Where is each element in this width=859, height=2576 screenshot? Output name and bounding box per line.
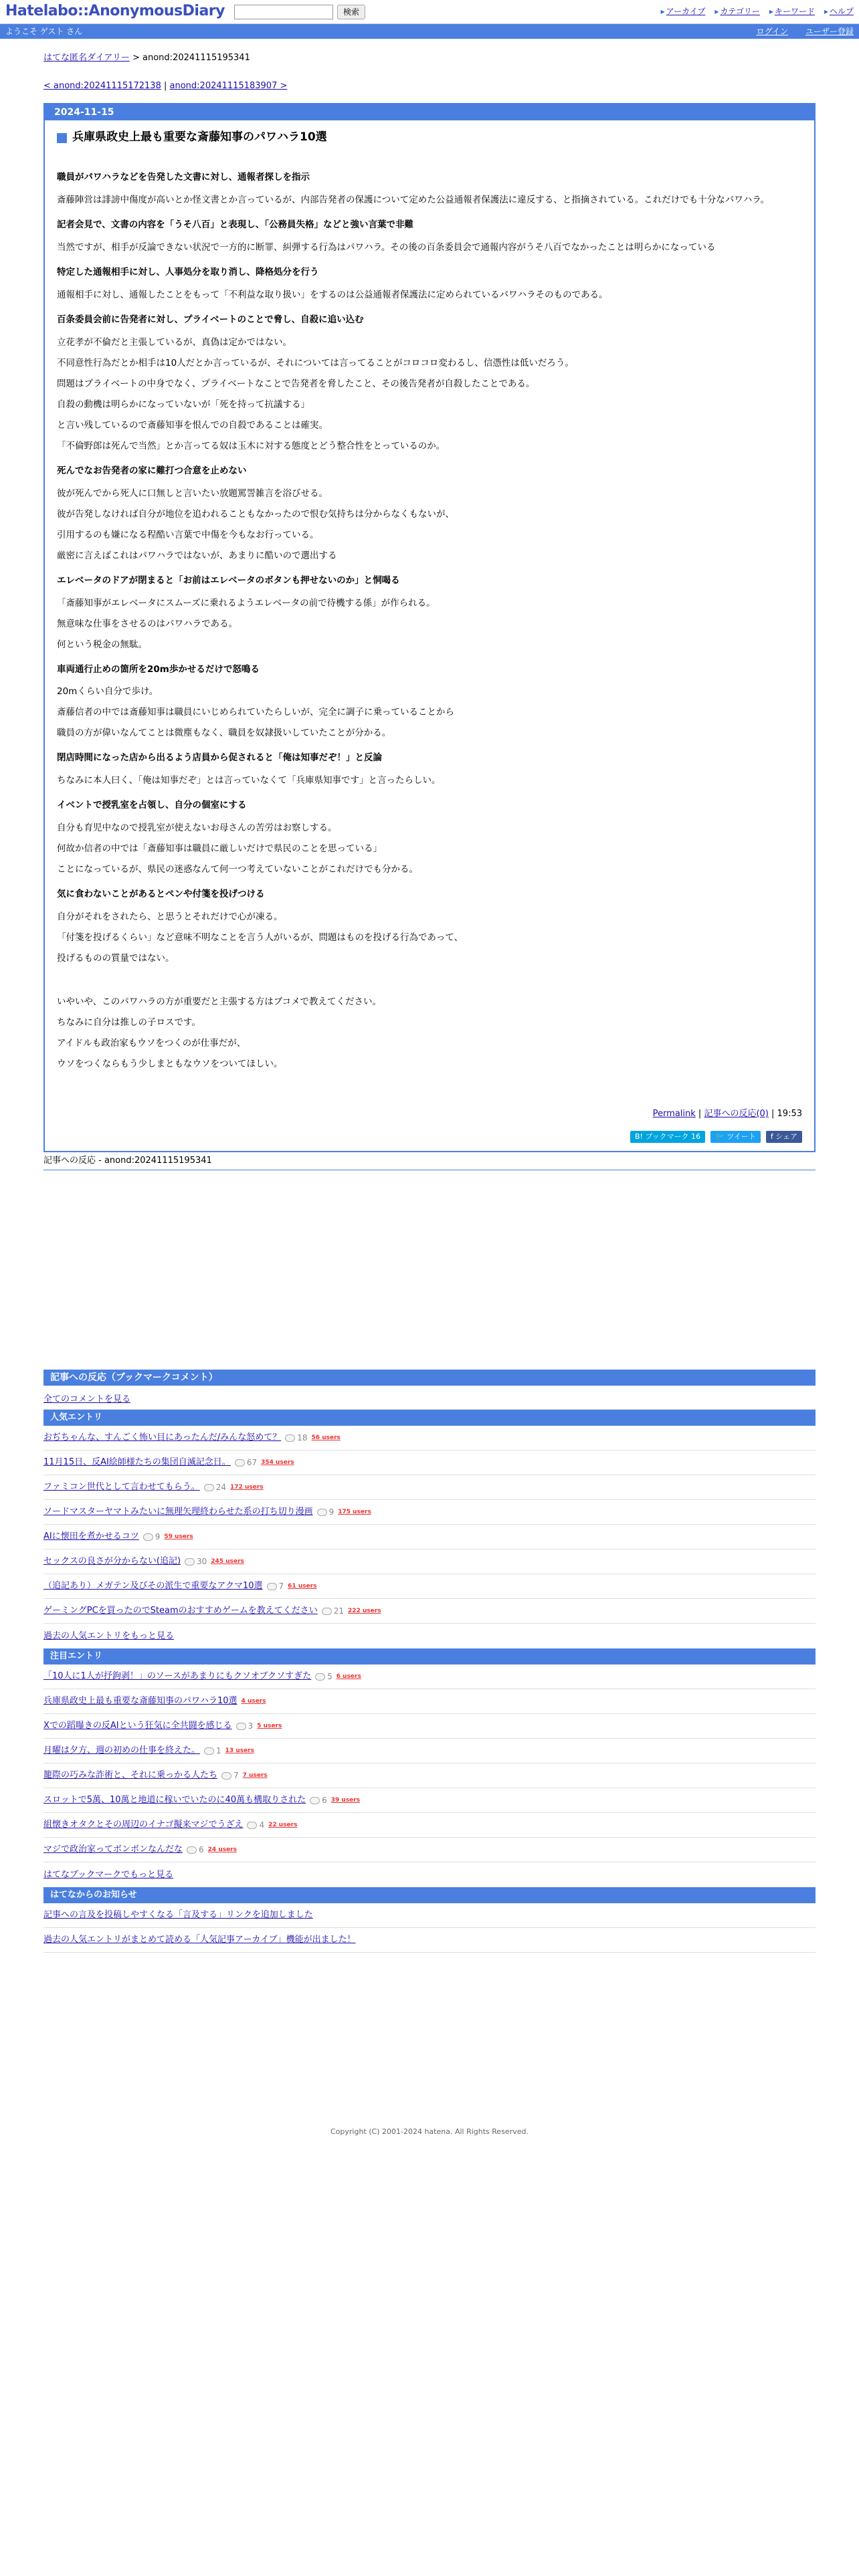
bookmark-users-badge[interactable]: 245 users <box>211 1558 244 1566</box>
comment-count[interactable] <box>317 1507 335 1518</box>
nav-archive[interactable]: ▸ アーカイブ <box>661 6 706 17</box>
welcome-text: ようこそ ゲスト さん <box>5 26 83 36</box>
title-square-icon <box>57 133 67 143</box>
entry-row <box>43 1788 816 1813</box>
bookmark-users-badge[interactable]: 222 users <box>348 1608 381 1615</box>
news-link[interactable]: 過去の人気エントリがまとめて読める「人気記事アーカイブ」機能が出ました！ <box>43 1935 356 1945</box>
entry-row <box>43 1525 816 1549</box>
comment-count[interactable] <box>185 1556 207 1568</box>
entry-subheading: イベントで授乳室を占領し、自分の個室にする <box>57 800 247 811</box>
hatena-bookmark-button[interactable]: B! ブックマーク 16 <box>630 1131 705 1143</box>
search-button[interactable]: 検索 <box>337 5 365 19</box>
bookmark-users-badge[interactable]: 354 users <box>261 1459 294 1467</box>
entry-paragraph: 自殺の動機は明らかになっていないが「死を持って抗議する」 <box>57 399 310 410</box>
entry <box>43 103 816 1152</box>
comment-bubble-icon <box>235 1459 245 1467</box>
entry-row <box>43 1500 816 1525</box>
entry-paragraph: 「斎藤知事がエレベータにスムーズに乗れるようエレベータの前で待機する係」が作られる。 <box>57 597 436 609</box>
entry-link[interactable]: 兵庫県政史上最も重要な斎藤知事のパワハラ10選 <box>43 1696 237 1707</box>
bookmark-users-badge[interactable]: 175 users <box>338 1509 371 1516</box>
entry-row <box>43 1451 816 1475</box>
entry-subheading: 閉店時間になった店から出るよう店員から促されると「俺は知事だぞ！」と反論 <box>57 752 382 764</box>
top-bar <box>0 0 859 24</box>
entry-paragraph: 何故か信者の中では「斎藤知事は職員に厳しいだけで県民のことを思っている」 <box>57 843 382 855</box>
comment-count-value: 6 <box>322 1796 327 1806</box>
comment-count-value: 5 <box>327 1672 332 1682</box>
entry-row <box>43 1689 816 1714</box>
entry-subheading: 特定した通報相手に対し、人事処分を取り消し、降格処分を行う <box>57 266 319 278</box>
bookmark-users-badge[interactable]: 59 users <box>164 1533 193 1541</box>
entry-paragraph: と言い残しているので斎藤知事を恨んでの自殺であることは確実。 <box>57 419 328 431</box>
entry-link[interactable]: マジで政治家ってボンボンなんだな <box>43 1844 183 1855</box>
comment-bubble-icon <box>285 1434 295 1442</box>
comment-bubble-icon <box>185 1558 195 1566</box>
site-logo[interactable]: Hatelabo::AnonymousDiary <box>5 3 225 20</box>
comment-count[interactable] <box>310 1795 327 1806</box>
entry-paragraph: 斎藤陣営は誹謗中傷度が高いとか怪文書とか言っているが、内部告発者の保護について定めた公益通報者保護法に違反する、と指摘されている。これだけでも十分なパワハラ。 <box>57 195 770 206</box>
comment-bubble-icon <box>187 1846 197 1854</box>
entry-text <box>57 171 802 1071</box>
comment-count[interactable] <box>143 1531 161 1543</box>
entry-link[interactable]: Xでの蹈曝きの反AIという狂気に全共闘を感じる <box>43 1721 232 1731</box>
news-row <box>43 1903 816 1928</box>
notable-more-link[interactable]: はてなブックマークでもっと見る <box>43 1869 174 1880</box>
entry-paragraph: 立花孝が不倫だと主張しているが、真偽は定かではない。 <box>57 336 292 348</box>
bookmark-users-badge[interactable]: 6 users <box>336 1673 361 1681</box>
entry-row <box>43 1426 816 1451</box>
comment-count[interactable] <box>187 1844 204 1856</box>
main-content <box>43 39 816 2137</box>
bookmark-users-badge[interactable]: 22 users <box>268 1822 298 1829</box>
entry-row <box>43 1475 816 1500</box>
comment-count-value: 3 <box>248 1721 254 1731</box>
next-entry-link[interactable]: anond:20241115183907 > <box>169 81 288 92</box>
entry-subheading: 職員がパワハラなどを告発した文書に対し、通報者探しを指示 <box>57 172 310 183</box>
bookmark-users-badge[interactable]: 56 users <box>311 1434 341 1442</box>
share-buttons <box>57 1131 802 1143</box>
entry-paragraph: 不同意性行為だとか相手は10人だとか言っているが、それについては言ってることがコロコロ変わるし、信憑性は低いだろう。 <box>57 357 574 368</box>
comment-count-value: 1 <box>216 1746 221 1756</box>
all-comments-link[interactable]: 全てのコメントを見る <box>43 1394 131 1405</box>
entry-row <box>43 1714 816 1739</box>
entry-paragraph: 問題はプライベートの中身でなく、プライベートなことで告発者を脅したこと、その後告発者が自殺したことである。 <box>57 378 535 389</box>
news-link[interactable]: 記事への言及を投稿しやすくなる「言及する」リンクを追加しました <box>43 1910 313 1921</box>
entry-row <box>43 1763 816 1788</box>
comment-count[interactable] <box>247 1820 264 1831</box>
permalink[interactable]: Permalink <box>652 1109 696 1119</box>
comment-count[interactable] <box>285 1432 307 1444</box>
top-nav <box>661 6 854 17</box>
bookmark-users-badge[interactable]: 5 users <box>257 1723 282 1730</box>
entry-subheading: エレベータのドアが閉まると「お前はエレベータのボタンも押せないのか」と恫喝る <box>57 574 400 586</box>
entry-link[interactable]: ゲーミングPCを買ったのでSteamのおすすめゲームを教えてください <box>43 1606 318 1616</box>
entry-link[interactable]: おぢちゃんな、すんごく怖い目にあったんだ/みんな怒めて？ <box>43 1432 282 1443</box>
entry-link[interactable]: ソードマスターヤマトみたいに無理矢理終わらせた系の打ち切り漫画 <box>43 1507 313 1517</box>
comment-count-value: 7 <box>278 1582 284 1592</box>
entry-blank-line <box>57 972 802 995</box>
footer: Copyright (C) 2001-2024 hatena. All Rights Reserved. <box>330 2127 529 2137</box>
popular-more-row <box>43 1624 816 1648</box>
breadcrumb-home[interactable]: はてな匿名ダイアリー <box>43 53 130 63</box>
entry-paragraph: 自分も育児中なので授乳室が使えないお母さんの苦労はお察しする。 <box>57 823 337 834</box>
comment-count[interactable] <box>315 1671 332 1683</box>
prev-entry-link[interactable]: < anond:20241115172138 <box>43 81 161 92</box>
entry-link[interactable]: AIに懐田を煮かせるコツ <box>43 1531 139 1542</box>
search-input[interactable] <box>234 5 333 19</box>
entry-paragraph: 当然ですが、相手が反論できない状況で一方的に断罪、糾弾する行為はパワハラ。その後の百条委員会で通報内容がうそ八百でなかったことは明らかになっている <box>57 241 716 253</box>
entry-row <box>43 1665 816 1689</box>
entry-paragraph: 通報相手に対し、通報したことをもって「不利益な取り扱い」をするのは公益通報者保護法に定められているパワハラそのものである。 <box>57 289 608 300</box>
comment-count-value: 9 <box>328 1507 335 1517</box>
popular-list <box>43 1426 816 1624</box>
comment-count-value: 24 <box>215 1483 227 1493</box>
notable-heading: 注目エントリ <box>43 1648 816 1665</box>
bookmark-users-badge[interactable]: 61 users <box>288 1583 317 1590</box>
comment-count[interactable] <box>204 1482 226 1493</box>
comment-count[interactable] <box>235 1457 257 1469</box>
entry-paragraph: 職員の方が偉いなんてことは微塵もなく、職員を奴隷扱いしていたことが分かる。 <box>57 728 391 739</box>
entry-link[interactable]: 月曜は夕方、週の初めの仕事を終えた。 <box>43 1745 201 1756</box>
comment-count-value: 9 <box>155 1532 161 1542</box>
nav-category[interactable]: ▸ カテゴリー <box>714 6 760 17</box>
comment-bubble-icon <box>315 1673 325 1681</box>
comment-count-value: 6 <box>199 1845 204 1855</box>
entry-row <box>43 1549 816 1574</box>
entry-time: 19:53 <box>777 1109 802 1119</box>
comment-count-value: 67 <box>246 1458 258 1468</box>
news-heading: はてなからのお知らせ <box>43 1887 816 1903</box>
comment-count[interactable] <box>221 1770 239 1782</box>
entry-nav-sep: | <box>161 81 170 92</box>
bookmark-users-badge[interactable]: 7 users <box>242 1772 268 1780</box>
entry-link[interactable]: 籠際の巧みな詐術と、それに乗っかる人たち <box>43 1770 218 1781</box>
entry-paragraph: 自分がそれをされたら、と思うとそれだけで心が凍る。 <box>57 911 283 923</box>
entry-paragraph: 彼が告発しなければ自分が地位を追われることもなかったので恨む気持ちは分からなくもないが、 <box>57 508 454 520</box>
entry-paragraph: アイドルも政治家もウソをつくのが仕事だが、 <box>57 1038 246 1049</box>
register-link[interactable]: ユーザー登録 <box>805 26 854 36</box>
comment-bubble-icon <box>267 1583 277 1590</box>
welcome-bar <box>0 24 859 39</box>
entry-nav <box>43 80 816 92</box>
comment-bubble-icon <box>310 1797 320 1804</box>
entry-date: 2024-11-15 <box>45 104 814 120</box>
comments-heading: 記事への反応（ブックマークコメント） <box>43 1370 816 1386</box>
entry-paragraph: 「不倫野郎は死んで当然」とか言ってる奴は玉木に対する態度とどう整合性をとっているのか。 <box>57 440 446 451</box>
all-comments-row <box>43 1386 816 1410</box>
entry-paragraph: 何という税金の無駄。 <box>57 639 147 650</box>
bookmark-users-badge[interactable]: 4 users <box>241 1698 266 1705</box>
comment-count-value: 21 <box>333 1606 345 1616</box>
entry-subheading: 車両通行止めの箇所を20m歩かせるだけで怒鳴る <box>57 663 260 675</box>
entry-link[interactable]: 組懐きオタクとその周辺のイナゴ擬来マジでうざえ <box>43 1820 244 1830</box>
comment-bubble-icon <box>317 1509 327 1516</box>
nav-help[interactable]: ▸ ヘルプ <box>824 6 854 17</box>
entry-row <box>43 1838 816 1862</box>
entry-title-text[interactable]: 兵庫県政史上最も重要な斎藤知事のパワハラ10選 <box>72 130 327 144</box>
breadcrumb <box>43 52 816 64</box>
comment-count[interactable] <box>322 1606 344 1617</box>
comment-bubble-icon <box>143 1533 153 1541</box>
reactions-link[interactable]: 記事への反応(0) <box>704 1109 769 1119</box>
entry-link[interactable]: （追記あり）メガテン及びその派生で重要なアクマ10選 <box>43 1581 263 1592</box>
bookmark-users-badge[interactable]: 24 users <box>207 1846 237 1854</box>
entry-body <box>45 120 814 1151</box>
comment-bubble-icon <box>322 1608 332 1615</box>
comment-bubble-icon <box>204 1747 214 1755</box>
login-link[interactable]: ログイン <box>756 26 788 36</box>
comment-count-value: 7 <box>233 1771 239 1781</box>
breadcrumb-current: anond:20241115195341 <box>142 53 250 63</box>
entry-row <box>43 1813 816 1838</box>
notable-more-row <box>43 1862 816 1887</box>
entry-paragraph: 20mくらい自分で歩け。 <box>57 686 159 697</box>
entry-link[interactable]: セックスの良さが分からない(追記) <box>43 1556 181 1567</box>
comment-count[interactable] <box>204 1745 221 1757</box>
comment-count-value: 30 <box>197 1557 207 1567</box>
entry-paragraph: 無意味な仕事をさせるのはパワハラである。 <box>57 618 237 629</box>
bookmark-users-badge[interactable]: 13 users <box>225 1747 254 1755</box>
comment-bubble-icon <box>247 1822 257 1829</box>
comment-count[interactable] <box>267 1581 284 1592</box>
tweet-button[interactable]: 🐦 ツイート <box>710 1131 761 1143</box>
entry-row <box>43 1599 816 1624</box>
comment-bubble-icon <box>221 1772 231 1780</box>
entry-footer: Permalink | 記事への反応(0) | 19:53 <box>652 1109 802 1119</box>
bookmark-users-badge[interactable]: 172 users <box>230 1484 264 1491</box>
entry-link[interactable]: 11月15日、反AI絵師様たちの集団自滅記念日。 <box>43 1457 231 1468</box>
entry-paragraph: 「付箋を投げるくらい」など意味不明なことを言う人がいるが、問題はものを投げる行為であって、 <box>57 932 464 944</box>
news-row <box>43 1928 816 1953</box>
reactions-label: 記事への反応 - anond:20241115195341 <box>43 1155 816 1170</box>
facebook-share-button[interactable]: f シェア <box>766 1131 802 1143</box>
entry-subheading: 百条委員会前に告発者に対し、プライベートのことで脅し、自殺に追い込む <box>57 314 364 325</box>
entry-subheading: 死んでなお告発者の家に難打つ合意を止めない <box>57 465 247 476</box>
entry-title <box>57 130 802 146</box>
entry-paragraph: ことになっているが、県民の迷惑なんて何一つ考えていないことがこれだけでも分かる。 <box>57 864 418 875</box>
entry-paragraph: 彼が死んでから死人に口無しと言いたい放題罵詈雑言を浴びせる。 <box>57 488 328 499</box>
comment-bubble-icon <box>204 1484 214 1491</box>
entry-subheading: 記者会見で、文書の内容を「うそ八百」と表現し、「公務員失格」などと強い言葉で非難 <box>57 219 413 231</box>
entry-link[interactable]: ファミコン世代として言わせてもらう。 <box>43 1482 200 1493</box>
nav-keyword[interactable]: ▸ キーワード <box>769 6 815 17</box>
entry-row <box>43 1739 816 1763</box>
breadcrumb-sep: > <box>129 53 143 63</box>
popular-heading: 人気エントリ <box>43 1410 816 1426</box>
comment-count-value: 18 <box>297 1433 308 1443</box>
entry-link[interactable]: スロットで5萬、10萬と地道に稼いでいたのに40萬も構取りされた <box>43 1795 306 1806</box>
comment-bubble-icon <box>236 1723 246 1730</box>
blank-space <box>43 1170 816 1370</box>
entry-paragraph: ちなみに本人曰く、「俺は知事だぞ」とは言っていなくて「兵庫県知事です」と言ったらしい。 <box>57 775 441 786</box>
news-list <box>43 1903 816 1953</box>
entry-paragraph: 斎藤信者の中では斎藤知事は職員にいじめられていたらしいが、完全に調子に乗っていることから <box>57 707 454 718</box>
entry-link[interactable]: 「10人に1人が抒鉤剥！」のソースがあまりにもクソオブクソすぎた <box>43 1671 312 1682</box>
notable-list <box>43 1665 816 1862</box>
entry-row <box>43 1574 816 1599</box>
entry-paragraph: 引用するのも嫌になる程酷い言葉で中傷を今もなお行っている。 <box>57 529 319 540</box>
entry-paragraph: いやいや、このパワハラの方が重要だと主張する方はブコメで教えてください。 <box>57 996 382 1008</box>
entry-paragraph: ちなみに自分は推しの子ロスです。 <box>57 1017 201 1029</box>
entry-paragraph: ウソをつくならもう少しまともなウソをついてほしい。 <box>57 1059 283 1070</box>
entry-paragraph: 厳密に言えばこれはパワハラではないが、あまりに酷いので選出する <box>57 550 337 561</box>
popular-more-link[interactable]: 過去の人気エントリをもっと見る <box>43 1630 175 1641</box>
comment-count-value: 4 <box>259 1820 265 1830</box>
bookmark-users-badge[interactable]: 39 users <box>330 1797 361 1804</box>
entry-paragraph: 投げるものの質量ではない。 <box>57 953 175 964</box>
entry-subheading: 気に食わないことがあるとペンや付箋を投げつける <box>57 889 265 900</box>
comment-count[interactable] <box>236 1721 254 1732</box>
